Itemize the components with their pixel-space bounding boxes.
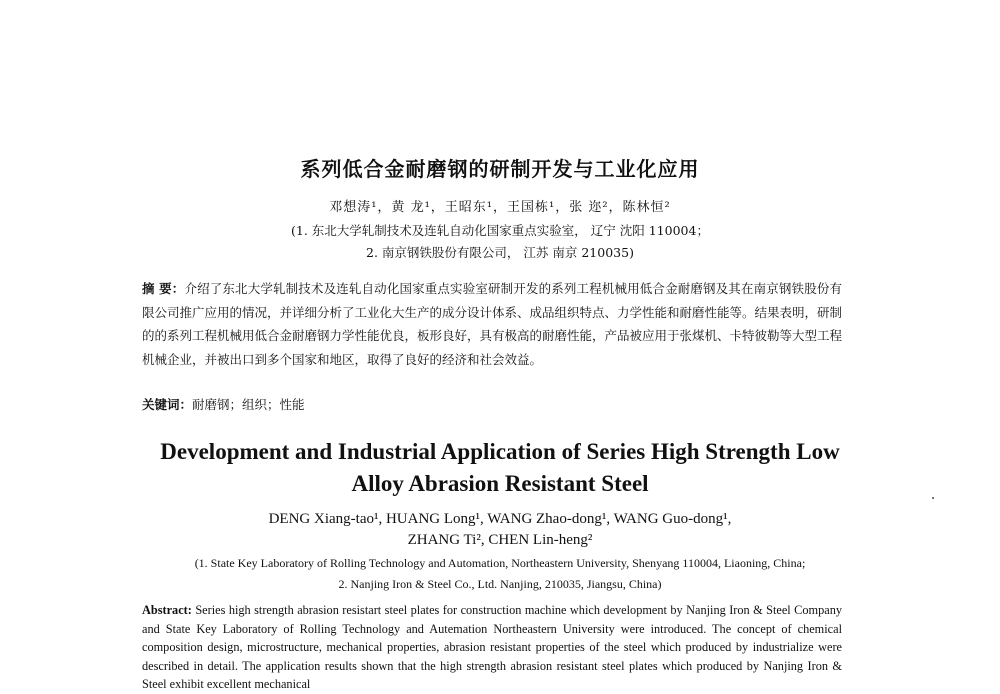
english-affiliation-2: 2. Nanjing Iron & Steel Co., Ltd. Nanjing, 210035, Jiangsu, China)	[338, 577, 662, 591]
chinese-abstract	[142, 277, 842, 371]
chinese-keywords	[142, 395, 842, 413]
chinese-affiliation-1: (1. 东北大学轧制技术及连轧自动化国家重点实验室， 辽宁 沈阳 110004；	[291, 223, 709, 238]
scan-speck	[932, 497, 934, 499]
chinese-abstract-label: 摘 要：	[142, 281, 185, 296]
english-title-line-1: Development and Industrial Application of Series High Strength Low	[160, 439, 840, 464]
english-abstract	[142, 601, 842, 694]
english-title-line-2: Alloy Abrasion Resistant Steel	[351, 471, 649, 496]
chinese-title: 系列低合金耐磨钢的研制开发与工业化应用	[300, 157, 700, 181]
chinese-authors: 邓想涛¹，黄 龙¹，王昭东¹，王国栋¹，张 迩²，陈林恒²	[329, 200, 671, 215]
chinese-keywords-text: 耐磨钢；组织；性能	[192, 397, 305, 412]
english-abstract-text: Series high strength abrasion resistart steel plates for construction machine which development by Nanjing Iron & Steel Company and State Key Laboratory of Rolling Technology and Autemation Northeastern University were introduced. The concept of chemical composition design, microstructure, mechanical properties, abrasion resistant properties of the steel which produced by industrialize were described in detail. The application results shown that the high strength abrasion resistant steel plates which produced by Nanjing Iron & Steel exhibit excellent mechanical	[142, 603, 842, 692]
english-abstract-label: Abstract:	[142, 603, 192, 617]
english-authors-line-2: ZHANG Ti², CHEN Lin-heng²	[407, 532, 593, 548]
chinese-abstract-text: 介绍了东北大学轧制技术及连轧自动化国家重点实验室研制开发的系列工程机械用低合金耐磨钢及其在南京钢铁股份有限公司推广应用的情况，并详细分析了工业化大生产的成分设计体系、成品组织特点、力学性能和耐磨性能等。结果表明，研制的的系列工程机械用低合金耐磨钢力学性能优良，板形良好，具有极高的耐磨性能，产品被应用于张煤机、卡特彼勒等大型工程机械企业，并被出口到多个国家和地区，取得了良好的经济和社会效益。	[142, 281, 843, 367]
english-affiliation-1: (1. State Key Laboratory of Rolling Technology and Automation, Northeastern University, Shenyang 110004, Liaoning, China;	[194, 556, 806, 570]
english-affiliations	[0, 553, 1000, 595]
english-authors	[0, 509, 1000, 551]
chinese-keywords-label: 关键词：	[142, 397, 193, 412]
english-authors-line-1: DENG Xiang-tao¹, HUANG Long¹, WANG Zhao-dong¹, WANG Guo-dong¹,	[268, 511, 732, 527]
english-title	[0, 436, 1000, 500]
chinese-affiliation-2: 2. 南京钢铁股份有限公司， 江苏 南京 210035)	[366, 245, 634, 260]
